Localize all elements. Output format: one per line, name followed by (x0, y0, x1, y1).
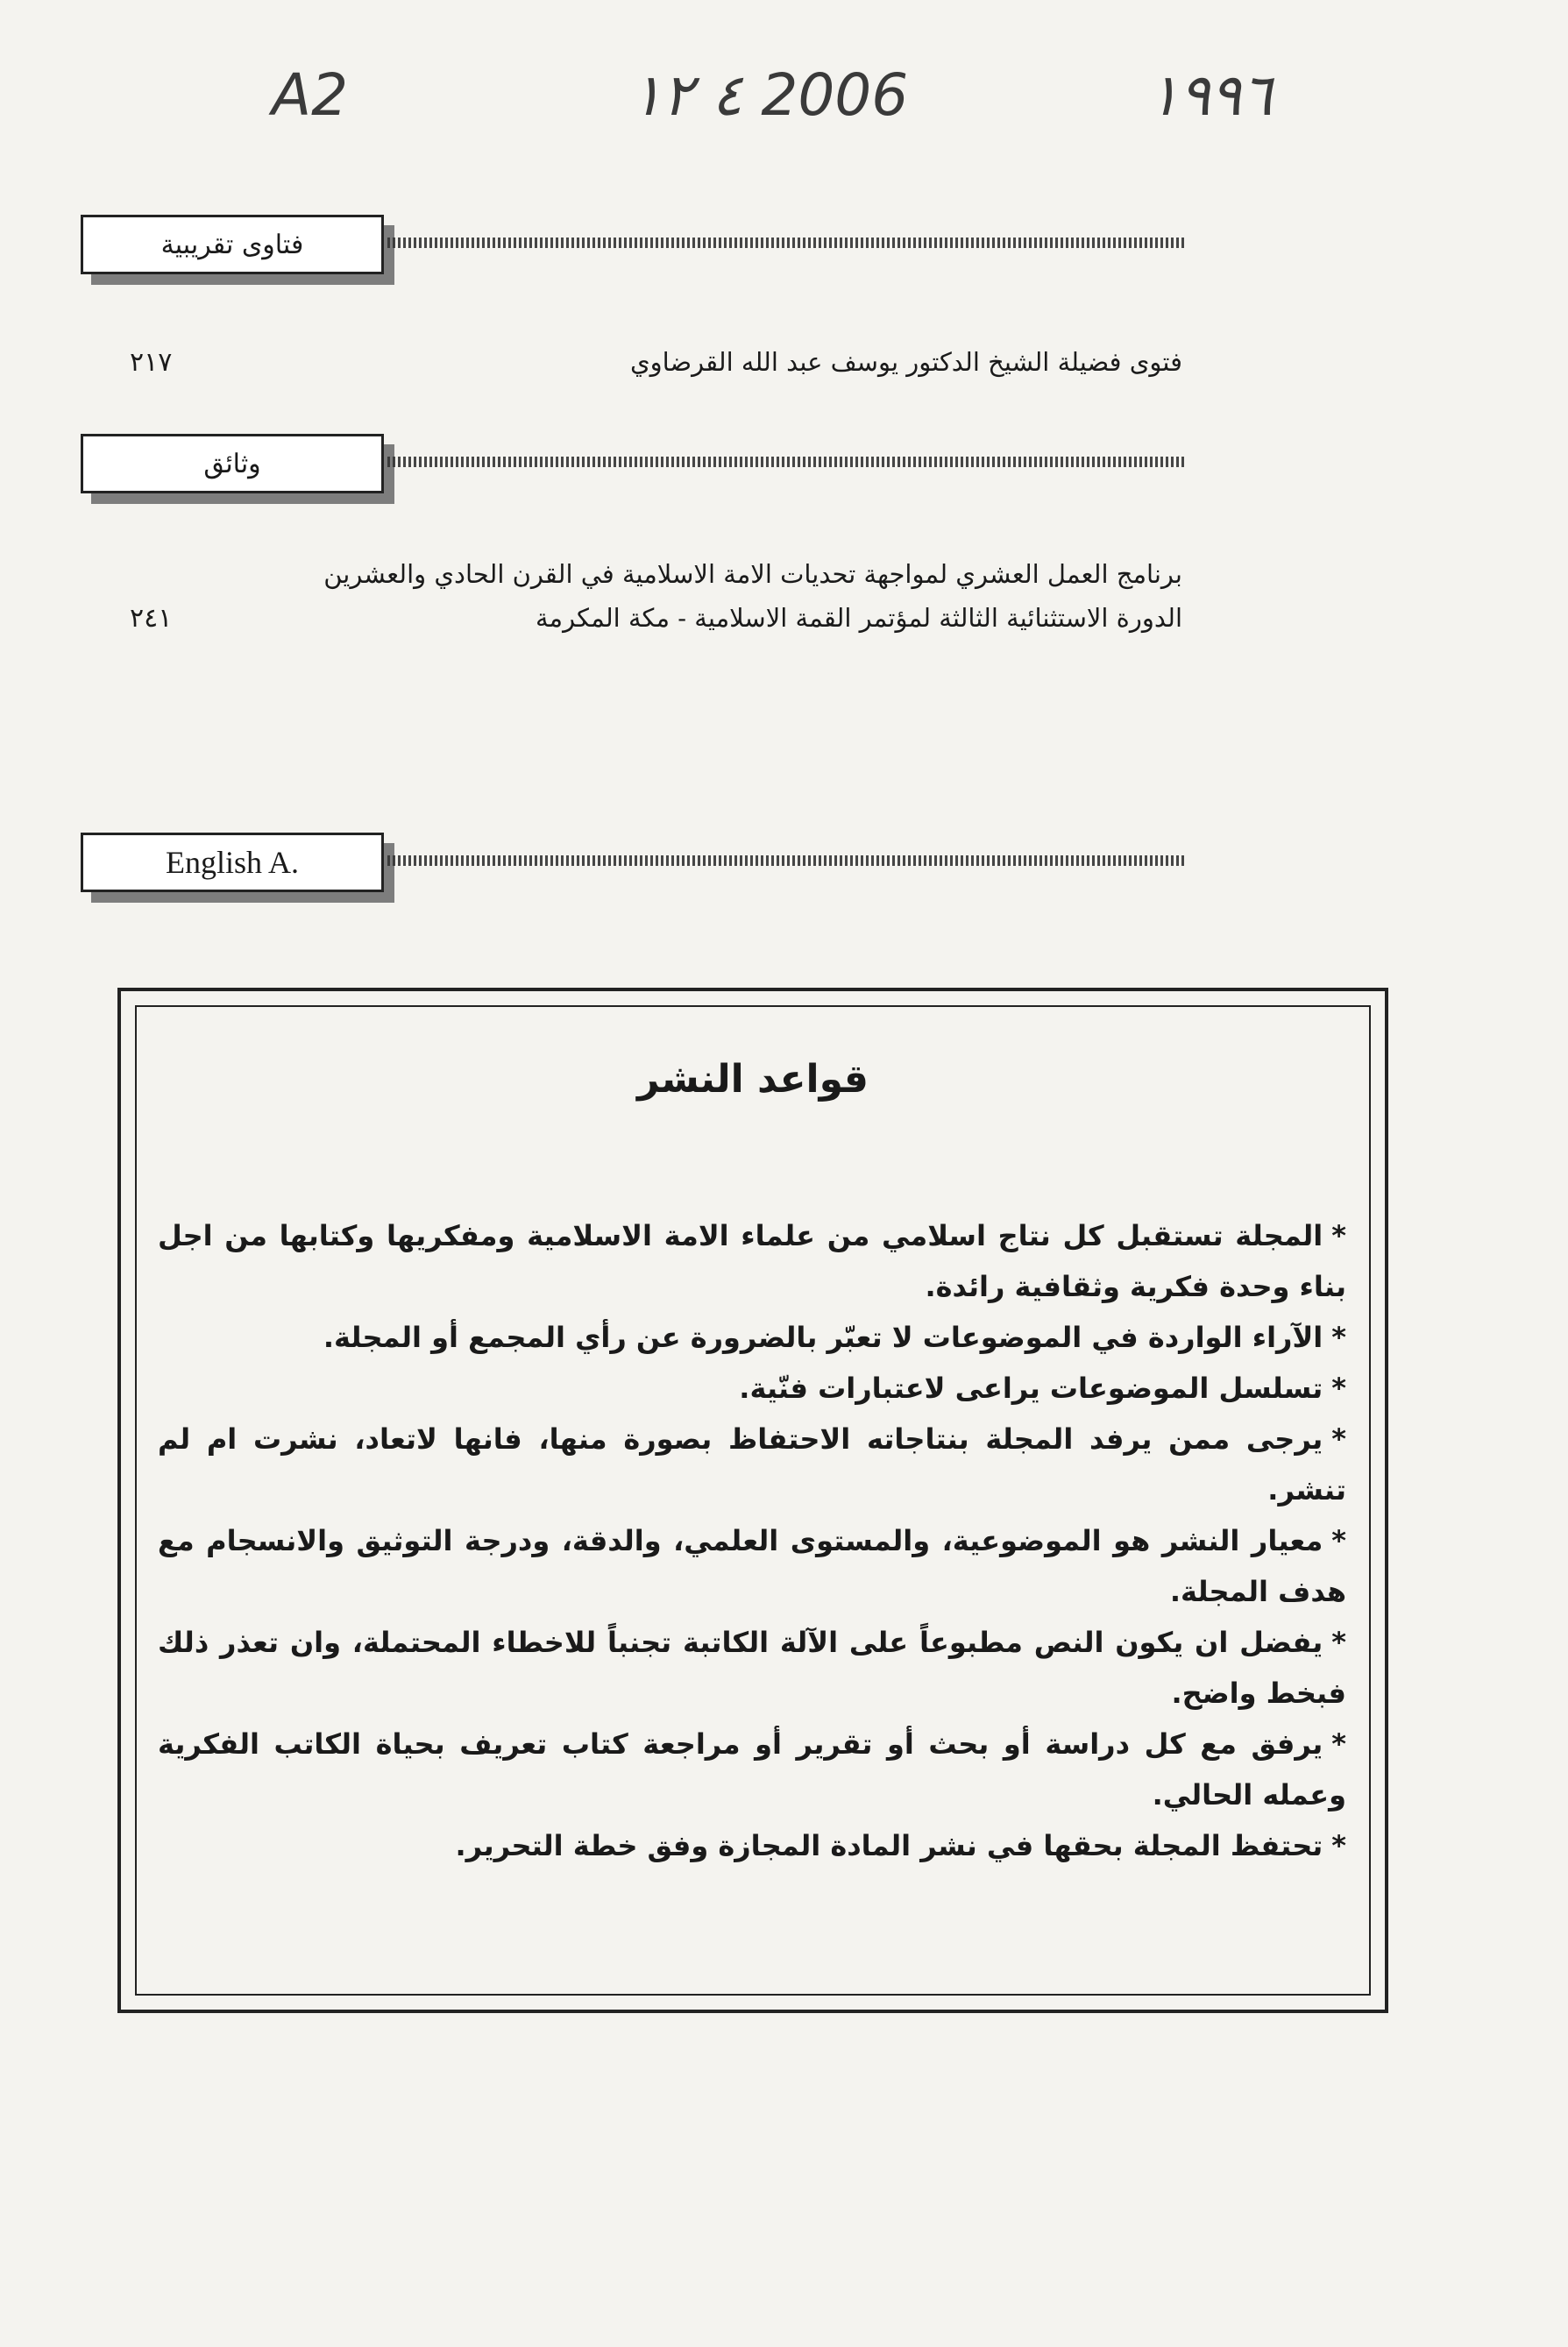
rule-item: *الآراء الواردة في الموضوعات لا تعبّر بالضرورة عن رأي المجمع أو المجلة. (323, 1321, 1346, 1354)
section-header-fatwas (81, 215, 1185, 290)
asterisk-bullet: * (1331, 1524, 1346, 1557)
asterisk-bullet: * (1331, 1219, 1346, 1252)
toc-entry-page: ٢٤١ (130, 603, 173, 634)
dotted-divider (387, 238, 1185, 248)
toc-entry-title: فتوى فضيلة الشيخ الدكتور يوسف عبد الله القرضاوي (629, 347, 1182, 377)
section-label: English A. (81, 833, 384, 892)
dotted-divider (387, 855, 1185, 866)
rule-item: *تسلسل الموضوعات يراعى لاعتبارات فنّية. (739, 1372, 1346, 1405)
publication-rules-box (117, 988, 1388, 2013)
rules-list (158, 1210, 1346, 1871)
handwritten-date: ٤ ١٢ 2006 (631, 61, 909, 129)
rule-item: *تحتفظ المجلة بحقها في نشر المادة المجازة وفق خطة التحرير. (455, 1829, 1346, 1862)
asterisk-bullet: * (1331, 1321, 1346, 1354)
section-label: فتاوى تقريبية (81, 215, 384, 274)
section-header-english (81, 833, 1185, 908)
rules-title: قواعد النشر (637, 1057, 869, 1102)
asterisk-bullet: * (1331, 1829, 1346, 1862)
section-label: وثائق (81, 434, 384, 493)
dotted-divider (387, 457, 1185, 467)
rule-item: *يرفق مع كل دراسة أو بحث أو تقرير أو مراجعة كتاب تعريف بحياة الكاتب الفكرية وعمله الحالي. (158, 1727, 1346, 1812)
rule-item: *يرجى ممن يرفد المجلة بنتاجاته الاحتفاظ بصورة منها، فانها لاتعاد، نشرت ام لم تنشر. (158, 1422, 1346, 1507)
handwritten-note-left: A2 (272, 61, 349, 129)
toc-entry-title-line: الدورة الاستثنائية الثالثة لمؤتمر القمة الاسلامية - مكة المكرمة (535, 603, 1182, 633)
asterisk-bullet: * (1331, 1626, 1346, 1659)
rule-item: *يفضل ان يكون النص مطبوعاً على الآلة الكاتبة تجنباً للاخطاء المحتملة، وان تعذر ذلك فبخط واضح. (158, 1626, 1346, 1710)
asterisk-bullet: * (1331, 1372, 1346, 1405)
section-header-documents (81, 434, 1185, 509)
asterisk-bullet: * (1331, 1422, 1346, 1456)
handwritten-number: ١٩٩٦ (1148, 61, 1273, 129)
toc-entry-title-line: برنامج العمل العشري لمواجهة تحديات الامة الاسلامية في القرن الحادي والعشرين (323, 559, 1182, 589)
toc-entry-page: ٢١٧ (130, 347, 173, 378)
asterisk-bullet: * (1331, 1727, 1346, 1761)
rule-item: *معيار النشر هو الموضوعية، والمستوى العلمي، والدقة، ودرجة التوثيق والانسجام مع هدف المجلة. (158, 1524, 1346, 1608)
rule-item: *المجلة تستقبل كل نتاج اسلامي من علماء الامة الاسلامية ومفكريها وكتابها من اجل بناء وحدة فكرية وثقافية رائدة. (158, 1219, 1346, 1303)
